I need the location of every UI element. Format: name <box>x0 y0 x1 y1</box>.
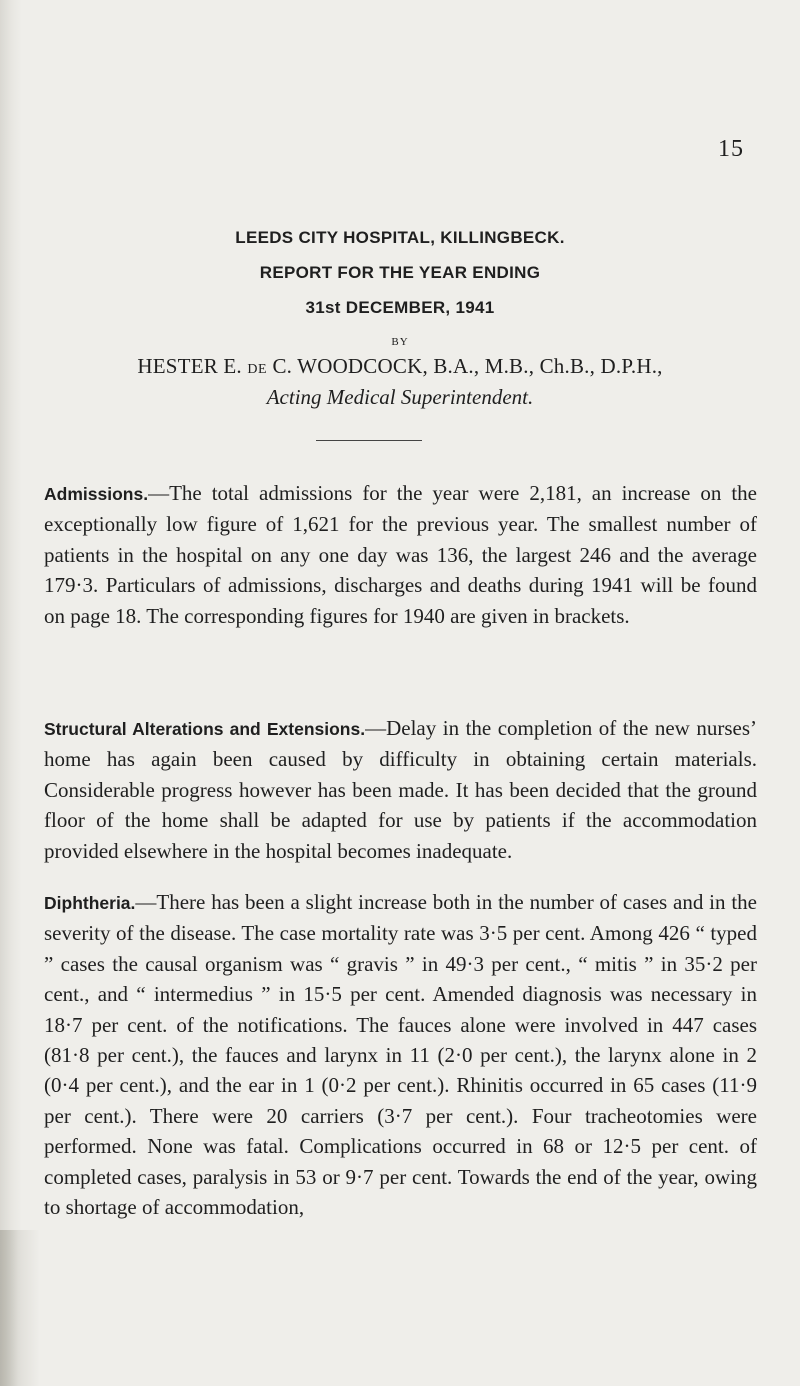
hospital-title: LEEDS CITY HOSPITAL, KILLINGBECK. <box>235 228 565 247</box>
section-diphtheria <box>44 887 757 1222</box>
report-date: 31st DECEMBER, 1941 <box>305 298 495 317</box>
page-corner-shadow <box>0 1230 40 1386</box>
section-admissions <box>44 478 757 631</box>
author-title: Acting Medical Superintendent. <box>266 385 534 409</box>
section-text: —Delay in the completion of the new nurses’ home has again been caused by difficulty in obtaining certain materials. Considerable progress however has been made. It has been decided that the ground floor of the home shall be adapted for use by patients if the accommodation provided elsewhere in the hospital becomes inadequate. <box>44 716 757 863</box>
section-heading: Diphtheria. <box>44 893 136 913</box>
section-divider <box>316 440 422 441</box>
author-particle: DE <box>247 362 267 377</box>
page-number: 15 <box>718 136 744 162</box>
section-structural-alterations <box>44 713 757 866</box>
author-name <box>0 354 800 379</box>
section-text: —There has been a slight increase both in the number of cases and in the severity of the disease. The case mortality rate was 3·5 per cent. Among 426 “ typed ” cases the causal organism was “ gravis ” in 49·3 per cent., “ mitis ” in 35·2 per cent., and “ intermedius ” in 15·5 per cent. Amended diagnosis was necessary in 18·7 per cent. of the notifications. The fauces alone were involved in 447 cases (81·8 per cent.), the fauces and larynx in 11 (2·0 per cent.), the larynx alone in 2 (0·4 per cent.), and the ear in 1 (0·2 per cent.). Rhinitis occurred in 65 cases (11·9 per cent.). There were 20 carriers (3·7 per cent.). Four tracheotomies were performed. None was fatal. Complications occurred in 68 or 12·5 per cent. of completed cases, paralysis in 53 or 9·7 per cent. Towards the end of the year, owing to shortage of accommodation, <box>44 890 757 1220</box>
author-rest: C. WOODCOCK, B.A., M.B., Ch.B., D.P.H., <box>272 354 663 378</box>
section-heading: Admissions. <box>44 484 149 504</box>
page-edge-shadow <box>0 0 22 1386</box>
report-title: REPORT FOR THE YEAR ENDING <box>259 263 541 282</box>
author-first: HESTER E. <box>137 354 242 378</box>
section-heading: Structural Alterations and Extensions. <box>44 719 366 739</box>
by-line: BY <box>391 336 409 348</box>
section-text: —The total admissions for the year were 2,181, an increase on the exceptionally low figure of 1,621 for the previous year. The smallest number of patients in the hospital on any one day was 136, the largest 246 and the average 179·3. Particulars of admissions, discharges and deaths during 1941 will be found on page 18. The corresponding figures for 1940 are given in brackets. <box>44 481 757 628</box>
